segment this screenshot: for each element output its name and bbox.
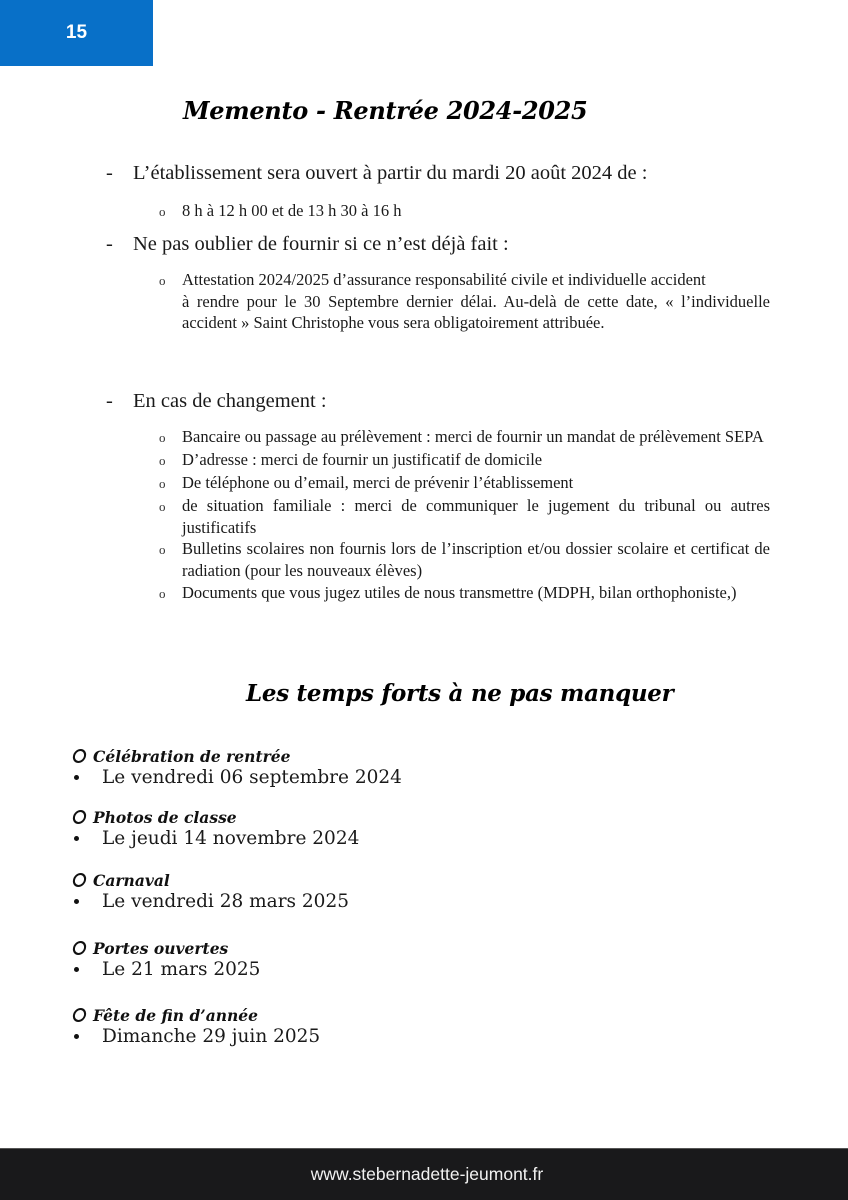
list-item: o D’adresse : merci de fournir un justificatif de domicile xyxy=(158,449,770,472)
event-name: Portes ouvertes xyxy=(93,938,229,958)
ring-icon xyxy=(72,941,87,955)
bullet-dot-icon xyxy=(74,836,79,841)
circle-bullet-icon: o xyxy=(159,273,166,288)
memento-title: Memento - Rentrée 2024-2025 xyxy=(183,96,588,125)
memento-item-opening xyxy=(106,162,647,185)
bullet-dot-icon xyxy=(74,1034,79,1039)
bullet-dot-icon xyxy=(74,967,79,972)
documents-list xyxy=(158,269,770,334)
website-link[interactable]: www.stebernadette-jeumont.fr xyxy=(310,1164,544,1184)
circle-bullet-icon: o xyxy=(159,204,166,219)
event-name: Carnaval xyxy=(93,870,170,890)
event-date: Le vendredi 06 septembre 2024 xyxy=(102,767,402,788)
event-celebration xyxy=(73,746,402,788)
event-name: Célébration de rentrée xyxy=(93,746,291,766)
ring-icon xyxy=(72,873,87,887)
changes-list xyxy=(158,426,770,605)
bullet-dot-icon xyxy=(74,775,79,780)
circle-bullet-icon: o xyxy=(159,453,166,468)
footer-bar xyxy=(0,1148,848,1200)
list-item: o Bancaire ou passage au prélèvement : merci de fournir un mandat de prélèvement SEPA xyxy=(158,426,770,449)
event-date: Dimanche 29 juin 2025 xyxy=(102,1026,321,1047)
memento-item-changes xyxy=(106,390,327,413)
memento-item-label: Ne pas oublier de fournir si ce n’est déjà fait : xyxy=(133,233,509,255)
event-name: Fête de fin d’année xyxy=(93,1005,259,1025)
event-name: Photos de classe xyxy=(93,807,237,827)
event-date: Le jeudi 14 novembre 2024 xyxy=(102,828,360,849)
event-date: Le vendredi 28 mars 2025 xyxy=(102,891,349,912)
event-year-end-party xyxy=(73,1005,320,1047)
ring-icon xyxy=(72,1008,87,1022)
dash-bullet: - xyxy=(106,233,113,255)
dash-bullet: - xyxy=(106,162,113,184)
list-item: o Documents que vous jugez utiles de nous transmettre (MDPH, bilan orthophoniste,) xyxy=(158,582,770,605)
circle-bullet-icon: o xyxy=(159,430,166,445)
event-class-photos xyxy=(73,807,359,849)
circle-bullet-icon: o xyxy=(159,499,166,514)
memento-item-label: En cas de changement : xyxy=(133,390,327,412)
list-item: o de situation familiale : merci de communiquer le jugement du tribunal ou autres justificatifs xyxy=(159,496,770,537)
page-number: 15 xyxy=(65,22,88,43)
circle-bullet-icon: o xyxy=(159,542,166,558)
circle-bullet-icon: o xyxy=(159,585,166,601)
memento-item-label: L’établissement sera ouvert à partir du mardi 20 août 2024 de : xyxy=(133,162,648,184)
list-item: o 8 h à 12 h 00 et de 13 h 30 à 16 h xyxy=(158,200,770,223)
list-item: o De téléphone ou d’email, merci de prévenir l’établissement xyxy=(158,472,770,495)
event-carnival xyxy=(73,870,349,912)
dash-bullet: - xyxy=(106,390,113,412)
list-item: o Attestation 2024/2025 d’assurance responsabilité civile et individuelle accident à rendre pour le 30 Septembre dernier délai. Au-delà de cette date, « l’individuelle accident » Saint Christophe vous sera obligatoirement attribuée. xyxy=(159,270,770,333)
ring-icon xyxy=(72,810,87,824)
memento-item-documents xyxy=(106,233,509,256)
circle-bullet-icon: o xyxy=(159,476,166,491)
ring-icon xyxy=(72,749,87,763)
bullet-dot-icon xyxy=(74,899,79,904)
event-date: Le 21 mars 2025 xyxy=(102,959,261,980)
opening-hours-list xyxy=(158,200,770,223)
page-number-badge xyxy=(0,0,153,66)
list-item: o Bulletins scolaires non fournis lors de l’inscription et/ou dossier scolaire et certificat de radiation (pour les nouveaux élèves) xyxy=(159,539,770,581)
event-open-house xyxy=(73,938,260,980)
highlights-title: Les temps forts à ne pas manquer xyxy=(246,680,674,707)
